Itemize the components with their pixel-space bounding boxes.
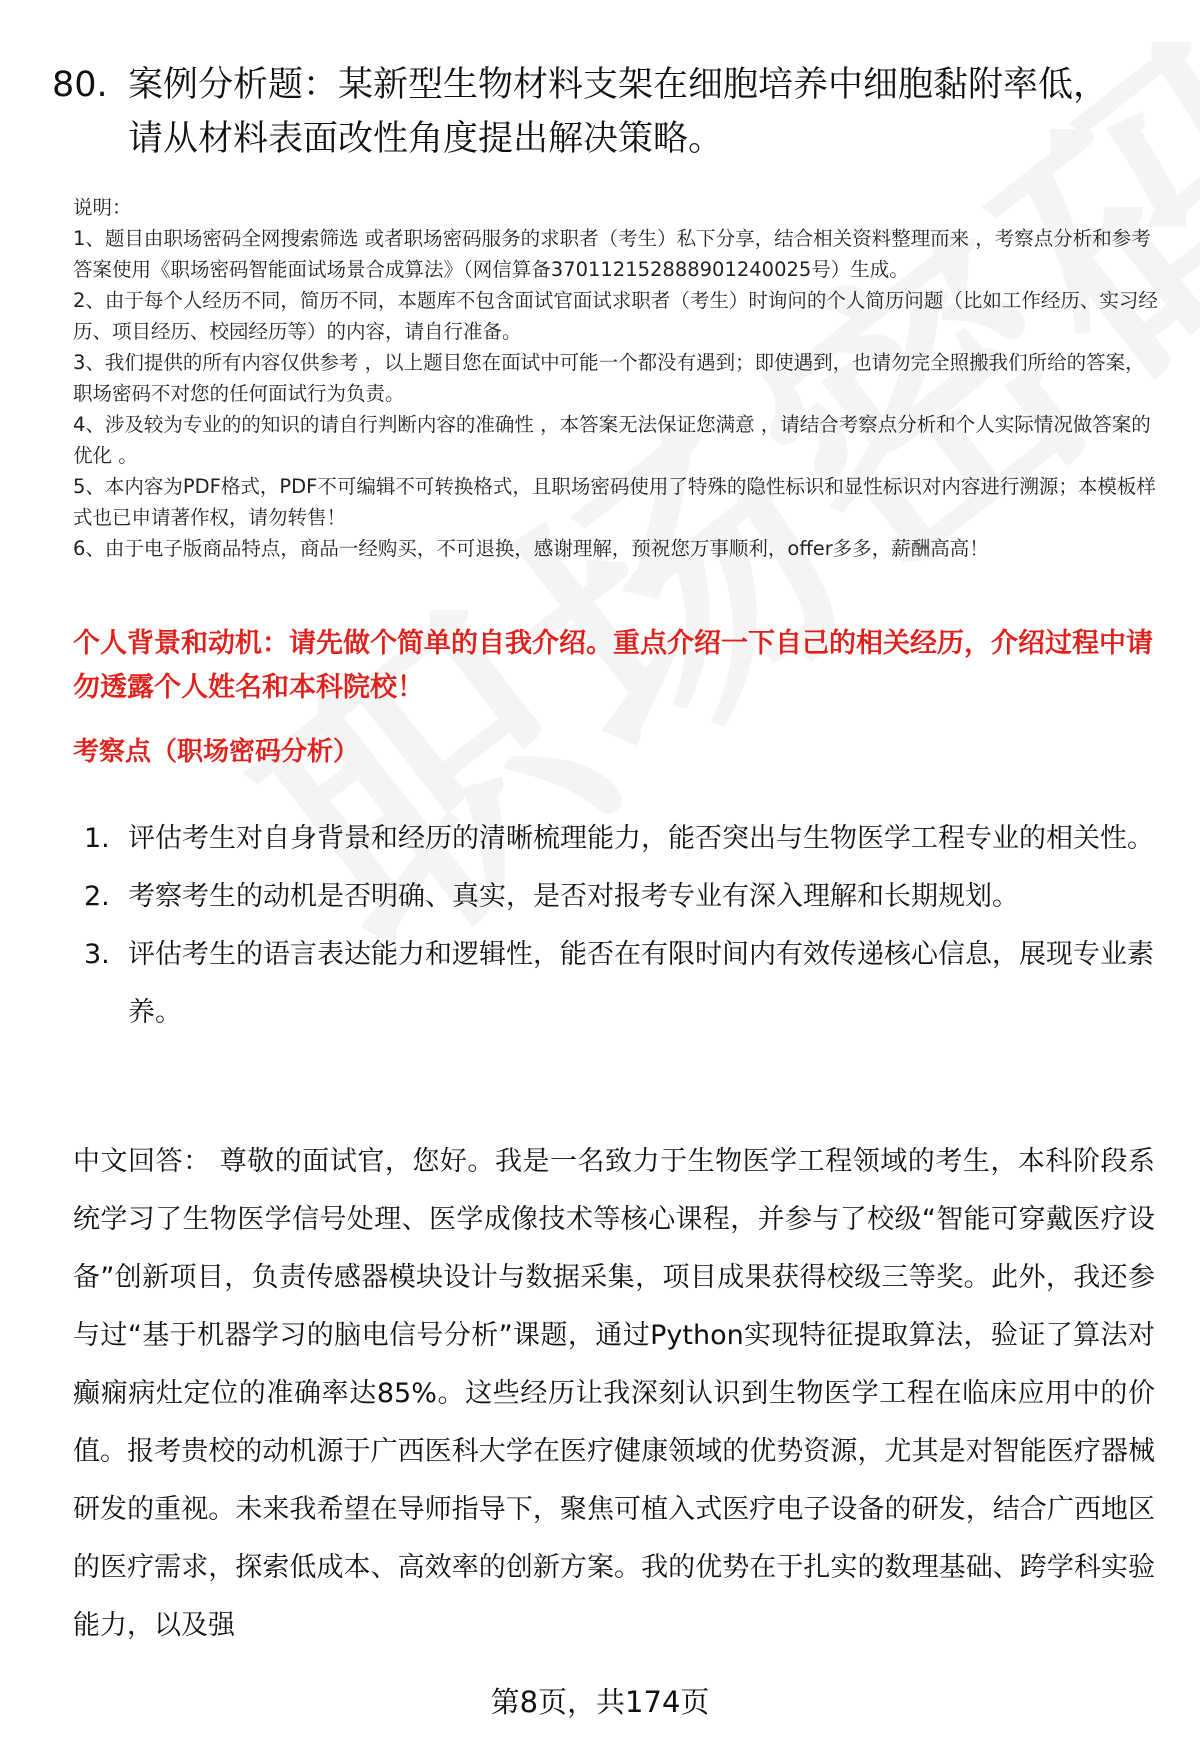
answer-paragraph: 中文回答： 尊敬的面试官，您好。我是一名致力于生物医学工程领域的考生，本科阶段系统学习了生物医学信号处理、医学成像技术等核心课程，并参与了校级“智能可穿戴医疗设备”创新项目，负责传感器模块设计与数据采集，项目成果获得校级三等奖。此外，我还参与过“基于机器学习的脑电信号分析”课题，通过Python实现特征提取算法，验证了算法对癫痫病灶定位的准确率达85%。这些经历让我深刻认识到生物医学工程在临床应用中的价值。报考贵校的动机源于广西医科大学在医疗健康领域的优势资源，尤其是对智能医疗器械研发的重视。未来我希望在导师指导下，聚焦可植入式医疗电子设备的研发，结合广西地区的医疗需求，探索低成本、高效率的创新方案。我的优势在于扎实的数理基础、跨学科实验能力，以及强 <box>73 1146 1155 1641</box>
list-item-text: 考察考生的动机是否明确、真实，是否对报考专业有深入理解和长期规划。 <box>128 881 1019 912</box>
question-title <box>52 58 1152 166</box>
points-list <box>84 810 1154 1042</box>
notes-block <box>73 192 1163 564</box>
list-item <box>84 868 1154 926</box>
note-item-5: 5、本内容为PDF格式，PDF不可编辑不可转换格式，且职场密码使用了特殊的隐性标识和显性标识对内容进行溯源；本模板样式也已申请著作权，请勿转售！ <box>73 475 1156 529</box>
note-item-1: 1、题目由职场密码全网搜索筛选 或者职场密码服务的求职者（考生）私下分享，结合相关资料整理而来 ，考察点分析和参考答案使用《职场密码智能面试场景合成算法》（网信算备370112152888901240025号）生成。 <box>73 227 1151 281</box>
list-item <box>84 810 1154 868</box>
note-item-2: 2、由于每个人经历不同，简历不同，本题库不包含面试官面试求职者（考生）时询问的个人简历问题（比如工作经历、实习经历、项目经历、校园经历等）的内容，请自行准备。 <box>73 289 1158 343</box>
list-item-text: 评估考生的语言表达能力和逻辑性，能否在有限时间内有效传递核心信息，展现专业素养。 <box>128 939 1154 1028</box>
list-item-text: 评估考生对自身背景和经历的清晰梳理能力，能否突出与生物医学工程专业的相关性。 <box>128 823 1154 854</box>
list-item <box>84 926 1154 1042</box>
section-title: 个人背景和动机：请先做个简单的自我介绍。重点介绍一下自己的相关经历，介绍过程中请勿透露个人姓名和本科院校！ <box>73 628 1153 703</box>
list-item-index: 3. <box>84 939 110 970</box>
points-heading: 考察点（职场密码分析） <box>73 737 360 767</box>
notes-heading: 说明： <box>73 196 132 219</box>
list-item-index: 1. <box>84 823 110 854</box>
note-item-6: 6、由于电子版商品特点，商品一经购买，不可退换，感谢理解，预祝您万事顺利，offer多多，薪酬高高！ <box>73 537 989 560</box>
note-item-3: 3、我们提供的所有内容仅供参考 ，以上题目您在面试中可能一个都没有遇到；即使遇到，也请勿完全照搬我们所给的答案，职场密码不对您的任何面试行为负责。 <box>73 351 1145 405</box>
note-item-4: 4、涉及较为专业的的知识的请自行判断内容的准确性 ，本答案无法保证您满意 ，请结合考察点分析和个人实际情况做答案的优化 。 <box>73 413 1151 467</box>
list-item-index: 2. <box>84 881 110 912</box>
page-footer: 第8页，共174页 <box>490 1685 710 1719</box>
question-line-2: 请从材料表面改性角度提出解决策略。 <box>128 119 724 159</box>
question-line-1: 案例分析题：某新型生物材料支架在细胞培养中细胞黏附率低， <box>128 65 1109 105</box>
question-number: 80. <box>52 65 108 105</box>
